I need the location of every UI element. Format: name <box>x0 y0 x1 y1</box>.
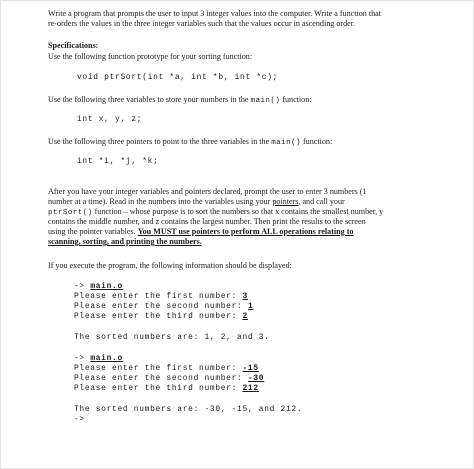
run1-third-value: 2 <box>242 312 248 321</box>
pointers-underlined: pointers <box>272 197 299 206</box>
paragraph-line-4: contains the middle number, and z contains the largest number. Then print the results to the screen <box>48 217 366 226</box>
paragraph-line-2-text: number at a time). Read in the numbers into the variables using your <box>48 197 273 206</box>
run2-first-value: -15 <box>242 364 259 373</box>
variables-intro-code: main() <box>250 97 281 105</box>
paragraph-line-2-end: , and call your <box>298 197 345 206</box>
paragraph-line-1: After you have your integer variables and pointers declared, prompt the user to enter 3 numbers (1 <box>48 187 367 196</box>
prototype-code: void ptrSort(int *a, int *b, int *c); <box>77 73 279 82</box>
paragraph-line-6: scanning, sorting, and printing the numbers. <box>48 237 202 246</box>
specifications-heading: Specifications: <box>48 41 99 50</box>
pointers-intro <box>48 137 332 147</box>
run2-command-line <box>74 354 123 363</box>
run1-command: main.o <box>90 282 123 291</box>
run2-second-value: -30 <box>247 374 265 383</box>
variables-intro-end: function: <box>280 95 312 104</box>
pointers-intro-text: Use the following three pointers to point to the three variables in the <box>48 137 272 146</box>
run1-first-value: 3 <box>242 292 248 301</box>
run1-third-line <box>74 312 248 321</box>
run2-second-label: Please enter the second number: <box>74 374 248 383</box>
pointers-intro-end: function: <box>300 137 333 146</box>
run1-command-line <box>74 282 123 291</box>
prototype-intro: Use the following function prototype for your sorting function: <box>48 52 253 61</box>
run1-result: The sorted numbers are: 1, 2, and 3. <box>74 333 270 342</box>
run1-first-line <box>74 292 248 301</box>
variables-intro <box>48 95 312 105</box>
run2-third-label: Please enter the third number: <box>74 384 243 393</box>
run1-second-line <box>74 302 253 311</box>
run2-command: main.o <box>90 354 123 363</box>
paragraph-line-5 <box>48 227 353 236</box>
intro-line-2: re-orders the values in the three integer variables such that the values occur in ascending order. <box>48 19 355 28</box>
run1-second-value: 1 <box>247 302 254 311</box>
run1-third-label: Please enter the third number: <box>74 312 243 321</box>
paragraph-line-3 <box>48 207 383 217</box>
variables-code: int x, y, z; <box>77 115 143 124</box>
run2-first-label: Please enter the first number: <box>74 364 243 373</box>
run2-third-value: 212 <box>242 384 259 393</box>
run2-final-prompt: -> <box>74 415 85 424</box>
run1-first-label: Please enter the first number: <box>74 292 243 301</box>
execution-intro: If you execute the program, the following information should be displayed: <box>48 261 292 270</box>
must-use-pointers-emphasis: You MUST use pointers to perform ALL operations relating to <box>137 227 354 236</box>
ptrsort-inline-code: ptrSort() <box>48 209 93 217</box>
variables-intro-text: Use the following three variables to store your numbers in the <box>48 95 251 104</box>
paragraph-line-5-text: using the pointer variables. <box>48 227 138 236</box>
run2-third-line <box>74 384 259 393</box>
pointers-intro-code: main() <box>271 139 301 147</box>
paragraph-line-2 <box>48 197 345 206</box>
run1-prompt: -> <box>74 282 91 291</box>
run2-prompt: -> <box>74 354 91 363</box>
pointers-code: int *i, *j, *k; <box>77 157 159 166</box>
run2-first-line <box>74 364 259 373</box>
run2-second-line <box>74 374 264 383</box>
run1-second-label: Please enter the second number: <box>74 302 248 311</box>
run2-result: The sorted numbers are: -30, -15, and 212. <box>74 405 303 414</box>
intro-line-1: Write a program that prompts the user to input 3 integer values into the computer. Write a function that <box>48 9 381 18</box>
paragraph-line-3-text: function – whose purpose is to sort the numbers so that x contains the smallest number, y <box>92 207 384 216</box>
